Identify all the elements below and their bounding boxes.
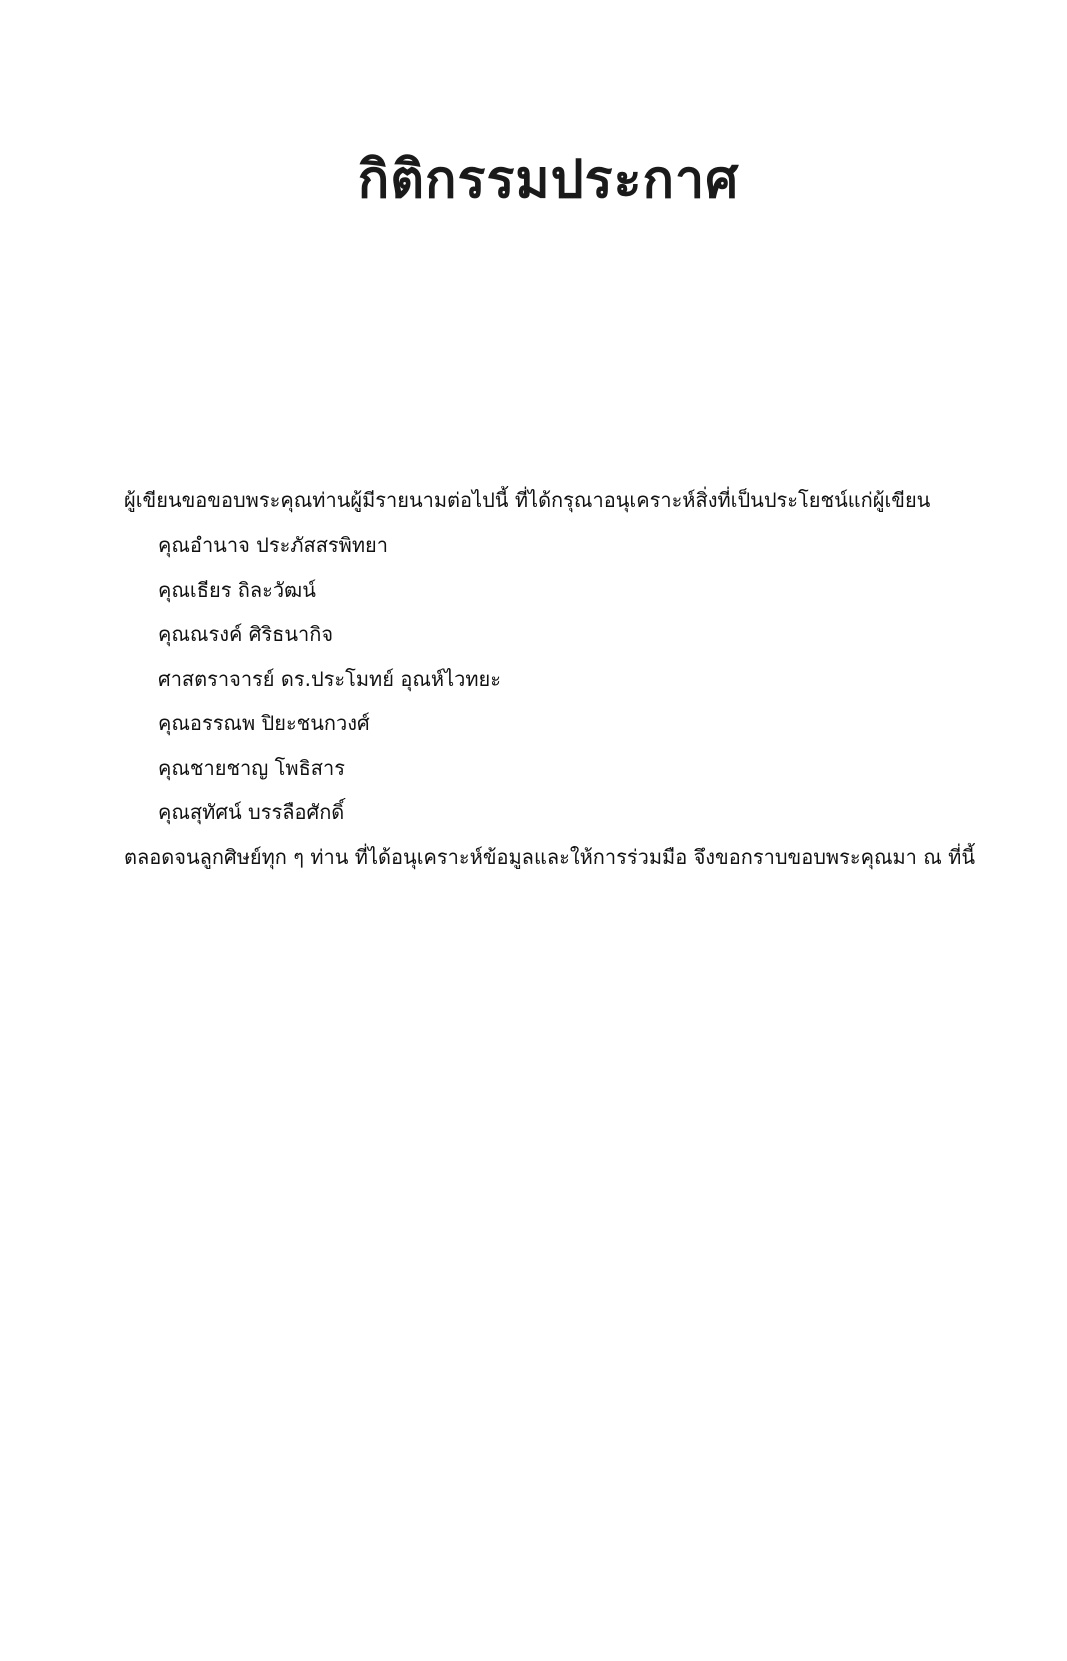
list-item: คุณชายชาญ โพธิสาร	[158, 755, 345, 780]
acknowledgment-list	[158, 530, 501, 842]
list-item: คุณอำนาจ ประภัสสรพิทยา	[158, 533, 388, 557]
list-item: คุณสุทัศน์ บรรลือศักดิ์	[158, 800, 345, 824]
closing-paragraph: ตลอดจนลูกศิษย์ทุก ๆ ท่าน ที่ได้อนุเคราะห์ข้อมูลและให้การร่วมมือ จึงขอกราบขอบพระคุณมา ณ ที่นี้	[124, 845, 976, 869]
list-item: คุณณรงค์ ศิริธนากิจ	[158, 622, 334, 646]
intro-paragraph: ผู้เขียนขอขอบพระคุณท่านผู้มีรายนามต่อไปนี้ ที่ได้กรุณาอนุเคราะห์สิ่งที่เป็นประโยชน์แก่ผู้เขียน	[124, 488, 931, 512]
list-item: คุณอรรณพ ปิยะชนกวงศ์	[158, 711, 370, 735]
list-item: คุณเธียร ถิละวัฒน์	[158, 577, 316, 602]
list-item: ศาสตราจารย์ ดร.ประโมทย์ อุณห์ไวทยะ	[158, 666, 501, 691]
page-title: กิติกรรมประกาศ	[357, 150, 740, 210]
